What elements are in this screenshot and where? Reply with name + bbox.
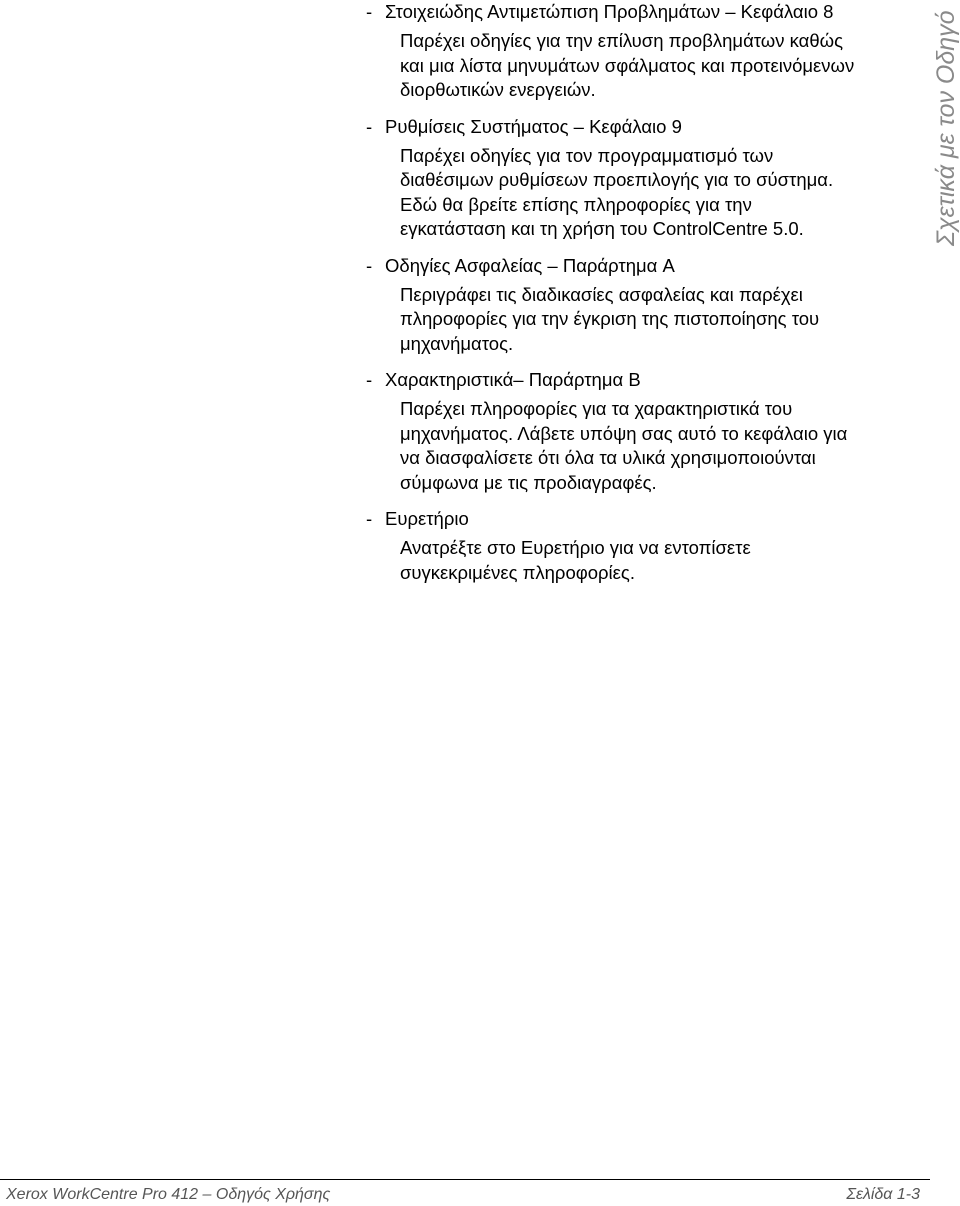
- description-line: εγκατάσταση και τη χρήση του ControlCentre 5.0.: [400, 218, 804, 239]
- entry-title: [366, 507, 926, 531]
- list-item: [366, 115, 926, 242]
- description-line: διορθωτικών ενεργειών.: [400, 79, 596, 100]
- description-line: σύμφωνα με τις προδιαγραφές.: [400, 471, 657, 493]
- bullet-dash: -: [366, 508, 373, 529]
- side-tab-label: Σχετικά με τον Οδηγό: [932, 10, 960, 246]
- entry-description: [400, 536, 926, 585]
- description-line: μηχανήματος.: [400, 332, 514, 354]
- entry-title: [366, 0, 926, 24]
- bullet-dash: -: [366, 115, 373, 137]
- entry-title-text: Οδηγίες Ασφαλείας – Παράρτημα A: [385, 254, 675, 276]
- footer-page-number: Σελίδα 1-3: [846, 1186, 920, 1203]
- description-line: Εδώ θα βρείτε επίσης πληροφορίες για την: [400, 193, 752, 215]
- description-line: Περιγράφει τις διαδικασίες ασφαλείας και παρέχει: [400, 283, 803, 305]
- entry-title-text: Ρυθμίσεις Συστήματος – Κεφάλαιο 9: [385, 115, 682, 137]
- entry-title-text: Στοιχειώδης Αντιμετώπιση Προβλημάτων – Κεφάλαιο 8: [385, 1, 834, 22]
- description-line: να διασφαλίσετε ότι όλα τα υλικά χρησιμοποιούνται: [400, 447, 816, 468]
- list-item: [366, 0, 926, 103]
- entry-description: [400, 397, 926, 495]
- chapter-side-tab: [930, 0, 960, 250]
- entry-description: [400, 283, 926, 357]
- description-line: μηχανήματος. Λάβετε υπόψη σας αυτό το κεφάλαιο για: [400, 422, 848, 444]
- description-line: Παρέχει οδηγίες για την επίλυση προβλημάτων καθώς: [400, 30, 844, 51]
- description-line: και μια λίστα μηνυμάτων σφάλματος και προτεινόμενων: [400, 54, 855, 76]
- bullet-dash: -: [366, 254, 373, 276]
- bullet-dash: -: [366, 369, 373, 390]
- entry-title-text: Ευρετήριο: [385, 508, 469, 529]
- entry-title-text: Χαρακτηριστικά– Παράρτημα B: [385, 369, 641, 390]
- entry-title: [366, 368, 926, 392]
- chapter-list: [366, 0, 926, 585]
- page-footer: [0, 1179, 930, 1203]
- description-line: συγκεκριμένες πληροφορίες.: [400, 561, 635, 583]
- entry-title: [366, 254, 926, 278]
- entry-description: [400, 29, 926, 103]
- description-line: διαθέσιμων ρυθμίσεων προεπιλογής για το σύστημα.: [400, 169, 834, 190]
- list-item: [366, 254, 926, 357]
- footer-document-title: Xerox WorkCentre Pro 412 – Οδηγός Χρήσης: [6, 1186, 331, 1203]
- entry-description: [400, 144, 926, 242]
- entry-title: [366, 115, 926, 139]
- description-line: Ανατρέξτε στο Ευρετήριο για να εντοπίσετε: [400, 537, 751, 558]
- list-item: [366, 507, 926, 585]
- list-item: [366, 368, 926, 495]
- description-line: πληροφορίες για την έγκριση της πιστοποίησης του: [400, 308, 820, 329]
- description-line: Παρέχει πληροφορίες για τα χαρακτηριστικά του: [400, 398, 793, 419]
- bullet-dash: -: [366, 1, 373, 22]
- description-line: Παρέχει οδηγίες για τον προγραμματισμό των: [400, 144, 774, 166]
